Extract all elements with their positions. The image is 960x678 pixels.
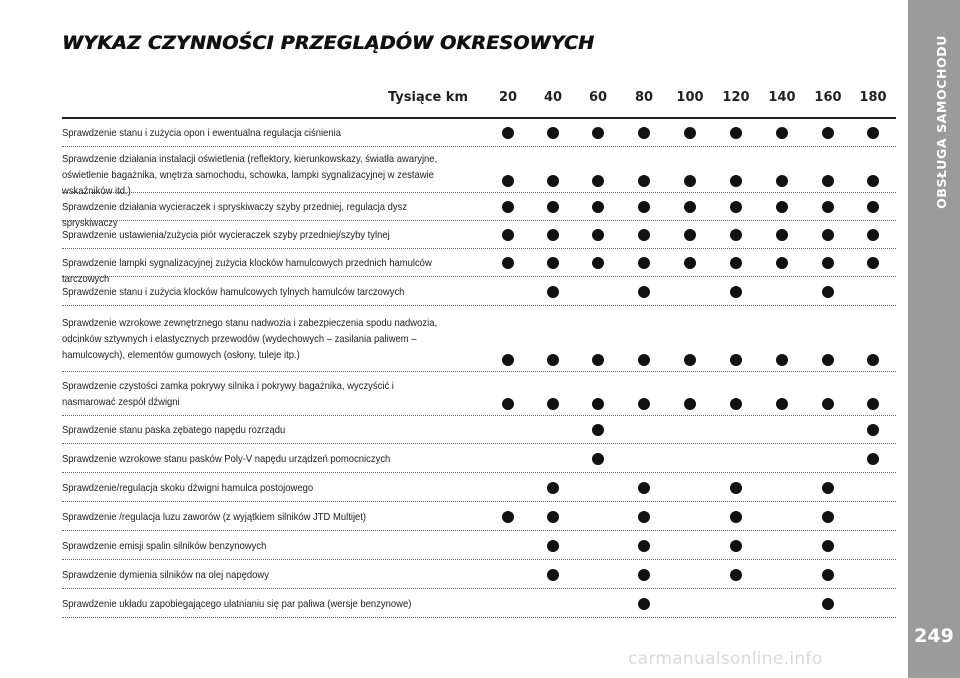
table-row [62,531,896,560]
check-dot-180 [867,398,879,410]
check-dot-20 [502,398,514,410]
check-dot-40 [547,286,559,298]
column-header-140: 140 [768,90,796,105]
check-dot-160 [822,354,834,366]
row-description: Sprawdzenie stanu i zużycia opon i ewentualna regulacja ciśnienia [62,127,341,139]
table-row [62,444,896,473]
check-dot-160 [822,257,834,269]
row-description: Sprawdzenie/regulacja skoku dźwigni hamulca postojowego [62,481,314,494]
watermark: carmanualsonline.info [628,649,823,669]
row-description: Sprawdzenie stanu i zużycia klocków hamulcowych tylnych hamulców tarczowych [62,285,405,298]
check-dot-80 [638,511,650,523]
check-dot-180 [867,354,879,366]
check-dot-40 [547,511,559,523]
check-dot-160 [822,286,834,298]
column-header-60: 60 [588,90,608,105]
column-header-100: 100 [676,90,704,105]
check-dot-100 [684,257,696,269]
check-dot-180 [867,127,879,139]
check-dot-80 [638,127,650,139]
column-header-160: 160 [814,90,842,105]
row-description: Sprawdzenie czystości zamka pokrywy silnika i pokrywy bagażnika, wyczyścić i nasmarować zespół dźwigni [62,380,394,408]
section-label: OBSŁUGA SAMOCHODU [934,35,949,209]
check-dot-120 [730,201,742,213]
check-dot-60 [592,201,604,213]
table-row [62,119,896,147]
check-dot-160 [822,540,834,552]
check-dot-80 [638,354,650,366]
check-dot-80 [638,229,650,241]
column-header-20: 20 [498,90,518,105]
check-dot-140 [776,354,788,366]
table-row [62,306,896,372]
check-dot-120 [730,354,742,366]
table-row [62,249,896,285]
check-dot-20 [502,127,514,139]
check-dot-60 [592,175,604,187]
table-row [62,147,896,197]
check-dot-100 [684,229,696,241]
check-dot-180 [867,175,879,187]
check-dot-60 [592,424,604,436]
check-dot-60 [592,229,604,241]
check-dot-120 [730,482,742,494]
check-dot-160 [822,175,834,187]
check-dot-180 [867,229,879,241]
check-dot-80 [638,201,650,213]
check-dot-80 [638,598,650,610]
check-dot-60 [592,257,604,269]
check-dot-160 [822,482,834,494]
table-row [62,473,896,502]
check-dot-100 [684,398,696,410]
table-row [62,193,896,229]
check-dot-100 [684,201,696,213]
row-description: Sprawdzenie ustawienia/zużycia piór wycieraczek szyby przedniej/szyby tylnej [62,229,390,241]
table-header [62,90,896,114]
row-description: Sprawdzenie /regulacja luzu zaworów (z wyjątkiem silników JTD Multijet) [62,510,367,523]
row-description: Sprawdzenie emisji spalin silników benzynowych [62,539,267,552]
check-dot-120 [730,257,742,269]
check-dot-100 [684,127,696,139]
check-dot-140 [776,257,788,269]
check-dot-120 [730,127,742,139]
check-dot-80 [638,286,650,298]
check-dot-40 [547,354,559,366]
table-row [62,277,896,306]
check-dot-120 [730,175,742,187]
check-dot-120 [730,229,742,241]
row-description: Sprawdzenie układu zapobiegającego ulatnianiu się par paliwa (wersje benzynowe) [62,597,412,610]
check-dot-140 [776,229,788,241]
check-dot-160 [822,598,834,610]
maintenance-table [62,119,896,618]
check-dot-120 [730,540,742,552]
check-dot-80 [638,175,650,187]
table-row [62,589,896,618]
check-dot-140 [776,398,788,410]
check-dot-80 [638,398,650,410]
check-dot-60 [592,398,604,410]
check-dot-120 [730,569,742,581]
check-dot-20 [502,201,514,213]
page-title: WYKAZ CZYNNOŚCI PRZEGLĄDÓW OKRESOWYCH [62,32,595,54]
table-row [62,560,896,589]
check-dot-40 [547,482,559,494]
check-dot-40 [547,229,559,241]
check-dot-40 [547,201,559,213]
check-dot-20 [502,354,514,366]
check-dot-40 [547,398,559,410]
check-dot-140 [776,175,788,187]
check-dot-60 [592,453,604,465]
column-header-120: 120 [722,90,750,105]
check-dot-20 [502,229,514,241]
check-dot-180 [867,424,879,436]
row-description: Sprawdzenie lampki sygnalizacyjnej zużycia klocków hamulcowych przednich hamulców tarczowych [62,257,432,285]
check-dot-180 [867,453,879,465]
check-dot-80 [638,540,650,552]
check-dot-20 [502,257,514,269]
check-dot-120 [730,286,742,298]
check-dot-60 [592,354,604,366]
row-description: Sprawdzenie działania instalacji oświetlenia (reflektory, kierunkowskazy, światła awaryjne, oświetlenie bagażnika, wnętrza samochodu, schowka, lampki sygnalizacyjnej w zestawie wskaźników itd.) [62,153,438,197]
check-dot-100 [684,175,696,187]
check-dot-120 [730,511,742,523]
check-dot-80 [638,257,650,269]
column-header-40: 40 [543,90,563,105]
check-dot-40 [547,127,559,139]
column-header-180: 180 [859,90,887,105]
check-dot-180 [867,257,879,269]
header-label: Tysiące km [387,90,468,105]
table-row [62,502,896,531]
row-description: Sprawdzenie wzrokowe zewnętrznego stanu nadwozia i zabezpieczenia spodu nadwozia, odcinków sztywnych i elastycznych przewodów (wydechowych – zasilania paliwem – hamulcowych), elementów gumowych (osłony, tuleje itp.) [62,317,438,361]
check-dot-180 [867,201,879,213]
check-dot-40 [547,540,559,552]
check-dot-80 [638,482,650,494]
row-description: Sprawdzenie wzrokowe stanu pasków Poly-V napędu urządzeń pomocniczych [62,452,391,465]
check-dot-160 [822,569,834,581]
check-dot-160 [822,127,834,139]
check-dot-20 [502,175,514,187]
check-dot-140 [776,201,788,213]
row-description: Sprawdzenie dymienia silników na olej napędowy [62,568,269,581]
check-dot-160 [822,229,834,241]
table-row [62,221,896,249]
column-header-80: 80 [634,90,654,105]
check-dot-40 [547,257,559,269]
table-row [62,416,896,444]
row-description: Sprawdzenie działania wycieraczek i spryskiwaczy szyby przedniej, regulacja dysz spryskiwaczy [62,201,408,229]
check-dot-100 [684,354,696,366]
check-dot-160 [822,511,834,523]
check-dot-160 [822,398,834,410]
row-description: Sprawdzenie stanu paska zębatego napędu rozrządu [62,424,286,436]
check-dot-140 [776,127,788,139]
check-dot-20 [502,511,514,523]
page-number: 249 [914,625,954,647]
check-dot-40 [547,569,559,581]
check-dot-160 [822,201,834,213]
check-dot-60 [592,127,604,139]
check-dot-40 [547,175,559,187]
table-row [62,372,896,416]
check-dot-120 [730,398,742,410]
check-dot-80 [638,569,650,581]
